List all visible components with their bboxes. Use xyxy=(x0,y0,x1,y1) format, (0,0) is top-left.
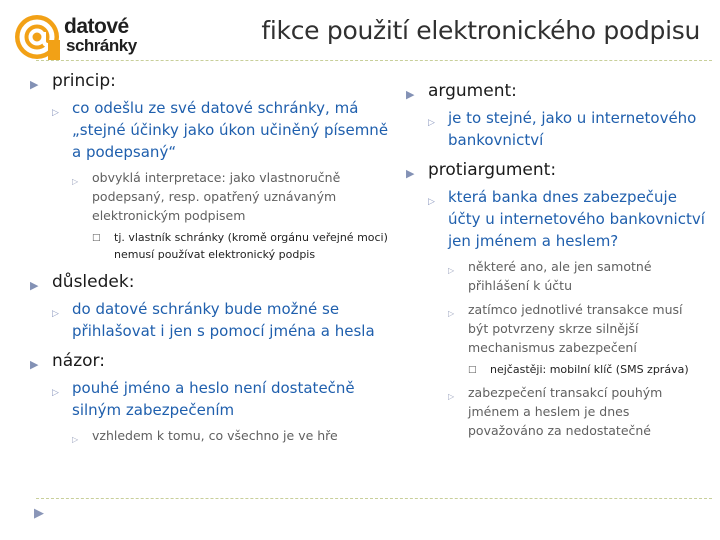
logo-wordmark xyxy=(64,17,137,55)
principle-subsub xyxy=(92,229,390,263)
opinion-point-text: pouhé jméno a heslo není dostatečně silným zabezpečením xyxy=(72,379,355,419)
counter-argument-point-text: která banka dnes zabezpečuje účty u internetového bankovnictví jen jménem a heslem? xyxy=(448,188,705,250)
bullet-arrow-icon: ▷ xyxy=(448,392,455,401)
bullet-arrow-icon: ▷ xyxy=(72,435,79,444)
counter-argument-label: protiargument: xyxy=(428,160,557,180)
opinion-sub xyxy=(72,426,390,445)
counter-subsub xyxy=(468,361,706,378)
footer-divider xyxy=(36,498,712,499)
counter-sub-1-text: některé ano, ale jen samotné přihlášení k účtu xyxy=(468,259,652,293)
counter-argument-item xyxy=(406,159,706,181)
principle-point-text: co odešlu ze své datové schránky, má „stejné účinky jako úkon učiněný písemně a podepsaný“ xyxy=(72,99,389,161)
bullet-arrow-icon: ▷ xyxy=(52,309,59,319)
principle-item xyxy=(30,70,390,92)
bullet-arrow-icon: ▶ xyxy=(30,358,39,371)
datove-schranky-logo xyxy=(14,14,154,60)
bullet-arrow-icon: ▷ xyxy=(448,309,455,318)
bullet-arrow-icon: ▷ xyxy=(448,266,455,275)
slide-title: fikce použití elektronického podpisu xyxy=(261,16,700,45)
counter-sub-1 xyxy=(448,257,706,295)
bullet-arrow-icon: ▷ xyxy=(428,197,435,207)
consequence-item xyxy=(30,271,390,293)
bullet-arrow-icon: ▶ xyxy=(406,167,415,180)
bullet-arrow-icon: ▶ xyxy=(30,78,39,91)
counter-sub-2 xyxy=(448,300,706,357)
principle-point xyxy=(52,97,390,163)
consequence-label: důsledek: xyxy=(52,272,135,292)
argument-point xyxy=(428,107,706,151)
counter-sub-3 xyxy=(448,383,706,440)
right-column xyxy=(406,78,706,440)
consequence-point xyxy=(52,298,390,342)
counter-sub-2-text: zatímco jednotlivé transakce musí být potvrzeny skrze silnější mechanismus zabezpečení xyxy=(468,302,683,355)
opinion-sub-text: vzhledem k tomu, co všechno je ve hře xyxy=(92,428,338,443)
logo-line-2: schránky xyxy=(66,36,137,55)
opinion-point xyxy=(52,377,390,421)
logo-line-1: datové xyxy=(64,15,129,38)
bullet-square-icon: □ xyxy=(468,365,477,375)
counter-sub-3-text: zabezpečení transakcí pouhým jménem a heslem je dnes považováno za nedostatečné xyxy=(468,385,663,438)
bullet-arrow-icon: ▷ xyxy=(428,118,435,128)
argument-item xyxy=(406,80,706,102)
principle-sub xyxy=(72,168,390,225)
principle-label: princip: xyxy=(52,71,116,91)
bullet-arrow-icon: ▶ xyxy=(30,279,39,292)
bullet-arrow-icon: ▶ xyxy=(406,88,415,101)
left-column xyxy=(30,68,390,445)
bullet-square-icon: □ xyxy=(92,233,101,243)
consequence-point-text: do datové schránky bude možné se přihlašovat i jen s pomocí jména a hesla xyxy=(72,300,375,340)
bullet-arrow-icon: ▷ xyxy=(52,388,59,398)
bullet-arrow-icon: ▷ xyxy=(72,177,79,186)
principle-sub-text: obvyklá interpretace: jako vlastnoručně podepsaný, resp. opatřený uznávaným elektronickým podpisem xyxy=(92,170,341,223)
bullet-arrow-icon: ▷ xyxy=(52,108,59,118)
next-slide-arrow-icon[interactable]: ▶ xyxy=(34,506,44,521)
principle-subsub-text: tj. vlastník schránky (kromě orgánu veřejné moci) nemusí používat elektronický podpis xyxy=(114,231,388,261)
counter-argument-point xyxy=(428,186,706,252)
argument-point-text: je to stejné, jako u internetového bankovnictví xyxy=(448,109,697,149)
opinion-item xyxy=(30,350,390,372)
argument-label: argument: xyxy=(428,81,517,101)
counter-subsub-text: nejčastěji: mobilní klíč (SMS zpráva) xyxy=(490,363,689,376)
at-sign-logo-icon xyxy=(14,14,60,60)
title-divider xyxy=(36,60,712,61)
opinion-label: názor: xyxy=(52,351,105,371)
